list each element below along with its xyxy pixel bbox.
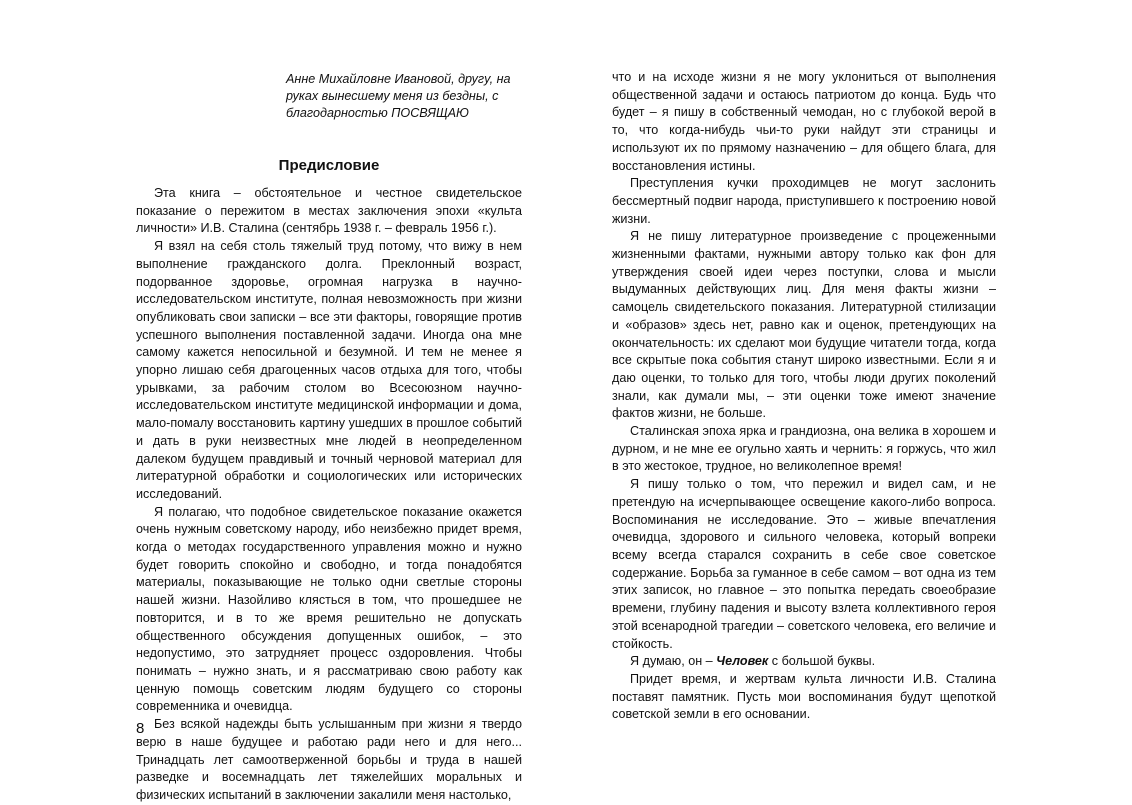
paragraph-human xyxy=(612,653,996,671)
right-page-text xyxy=(612,69,996,724)
paragraph: Эта книга – обстоятельное и честное свидетельское показание о пережитом в местах заключения эпохи «культа личности» И.В. Сталина (сентябрь 1938 г. – февраль 1956 г.). xyxy=(136,186,522,236)
dedication: Анне Михайловне Ивановой, другу, на руках вынесшему меня из бездны, с благодарностью ПОСВЯЩАЮ xyxy=(286,72,511,120)
paragraph: Сталинская эпоха ярка и грандиозна, она велика в хорошем и дурном, и не мне ее огульно хаять и чернить: я горжусь, что жил в это жестокое, трудное, но великолепное время! xyxy=(612,424,996,474)
human-line-before: Я думаю, он – xyxy=(630,654,717,669)
page-number: 8 xyxy=(136,720,145,737)
paragraph: Я не пишу литературное произведение с процеженными жизненными фактами, нужными автору только как фон для утверждения своей идеи через поступки, слова и мысли выдуманных действующих лиц. Для меня факты жизни – самоцель свидетельского показания. Литературной стилизации и «образов» здесь нет, равно как и оценок, претендующих на окончательность: их сделают мои будущие читатели тогда, когда все скрытые пока события станут широко известными. Если я и даю оценки, то только для того, чтобы люди других поколений знали, как думали мы, – эти оценки тоже имеют значение фактов жизни, не больше. xyxy=(612,229,996,421)
left-page-text xyxy=(136,185,522,805)
page-title: Предисловие xyxy=(278,157,380,174)
human-emphasis: Человек xyxy=(716,654,769,669)
paragraph: Придет время, и жертвам культа личности И.В. Сталина поставят памятник. Пусть мои воспоминания будут щепоткой советской земли в его основании. xyxy=(612,671,996,722)
paragraph: Без всякой надежды быть услышанным при жизни я твердо верю в наше будущее и работаю ради него и для него... Тринадцать лет самоотверженной борьбы и труда в нашей разведке и восемнадцать лет тяжелейших моральных и физических испытаний в заключении закалили меня настолько, xyxy=(136,717,522,802)
paragraph: Я полагаю, что подобное свидетельское показание окажется очень нужным советскому народу, ибо неизбежно придет время, когда о методах государственного управления можно и нужно будет говорить спокойно и свободно, и тогда понадобятся материалы, показывающие не только одни светлые стороны нашей жизни. Назойливо клясться в том, что прошедшее не повторится, и в то же время решительно не допускать общественного обсуждения допущенных ошибок, – это недопустимо, это затрудняет процесс оздоровления. Чтобы понимать – нужно знать, и я рассматриваю свою работу как ценную помощь советским людям будущего со стороны современника и очевидца. xyxy=(136,504,522,714)
paragraph: Преступления кучки проходимцев не могут заслонить бессмертный подвиг народа, приступившего к построению новой жизни. xyxy=(612,176,996,226)
paragraph: Я взял на себя столь тяжелый труд потому, что вижу в нем выполнение гражданского долга. Преклонный возраст, подорванное здоровье, огромная нагрузка в научно-исследовательском институте, полная невозможность при жизни опубликовать свои записки – все эти факторы, говорящие против успешного выполнения поставленной задачи. Иногда она мне самому кажется непосильной и безумной. И тем не менее я упорно лишаю себя драгоценных часов отдыха для того, чтобы урывками, за рабочим столом во Всесоюзном научно-исследовательском институте медицинской информации и дома, мало-помалу восстановить картину ушедших в прошлое событий и дать в руки неизвестных мне людей в неопределенном далеком будущем правдивый и точный черновой материал для литературной обработки и социологических или исторических исследований. xyxy=(136,239,522,501)
human-line-after: с большой буквы. xyxy=(768,654,876,669)
paragraph-continuation: что и на исходе жизни я не могу уклониться от выполнения общественной задачи и остаюсь патриотом до конца. Будь что будет – я пишу в собственный чемодан, но с глубокой верой в то, что когда-нибудь чьи-то руки найдут эти страницы и используют их по прямому назначению – для общего блага, для восстановления истины. xyxy=(612,70,996,173)
paragraph: Я пишу только о том, что пережил и видел сам, и не претендую на исчерпывающее освещение какого-либо вопроса. Воспоминания не исследование. Это – живые впечатления очевидца, здорового и сильного человека, который вопреки всему всегда старался сохранить в себе свое советское содержание. Борьба за гуманное в себе самом – вот одна из тем этих записок, но главное – это попытка передать своеобразие времени, глубину падения и высоту взлета коллективного героя этой всенародной трагедии – советского человека, его величие и стойкость. xyxy=(612,477,996,651)
